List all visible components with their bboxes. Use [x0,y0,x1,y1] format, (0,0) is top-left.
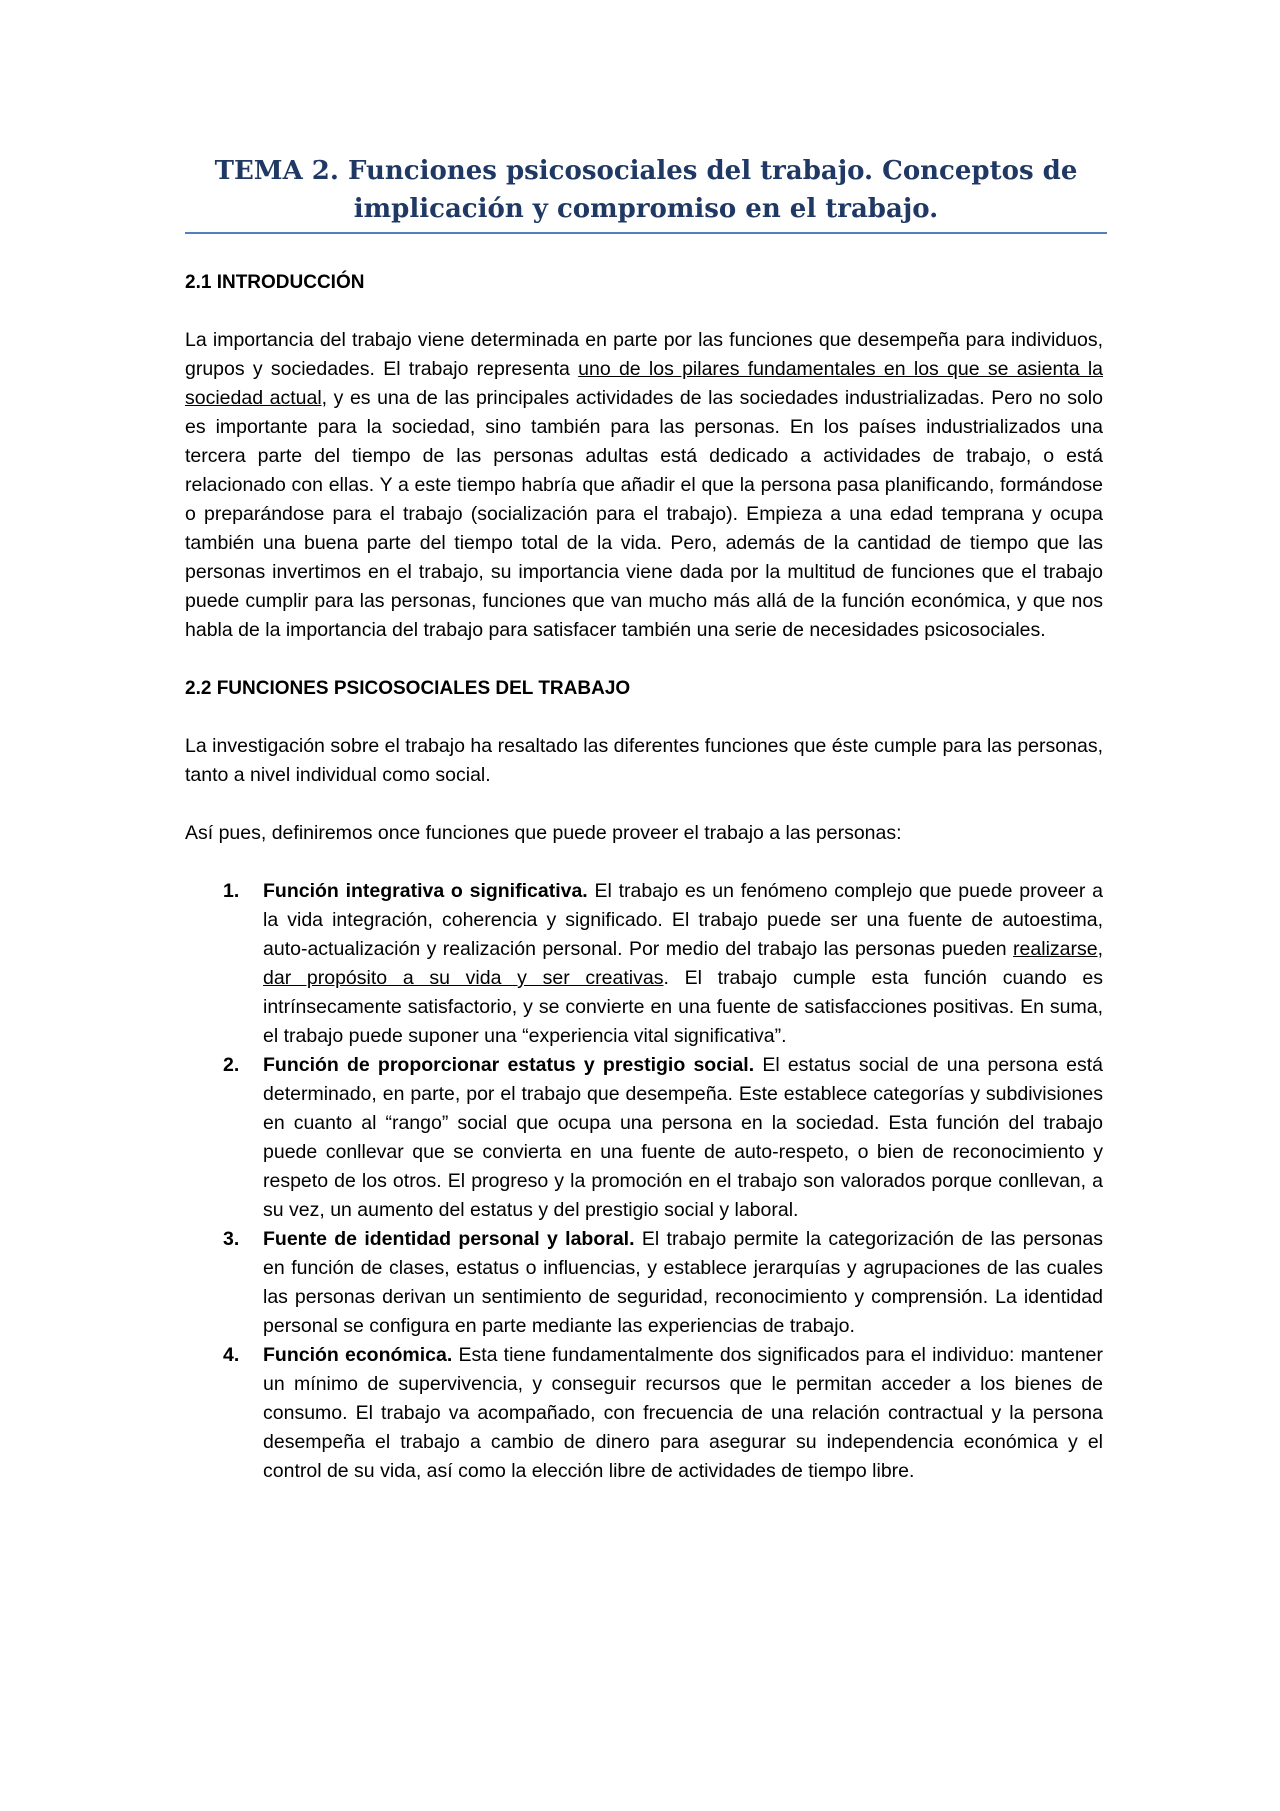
funciones-paragraph-1: La investigación sobre el trabajo ha resaltado las diferentes funciones que éste cumple para las personas, tanto a nivel individual como social. [185,735,1103,786]
section-heading-funciones: 2.2 FUNCIONES PSICOSOCIALES DEL TRABAJO [185,678,631,699]
list-item-lead: Función económica. [263,1344,453,1366]
intro-underlined-text: uno de los pilares fundamentales en los que se asienta la sociedad actual, [185,358,1104,409]
title-line-2: implicación y compromiso en el trabajo. [353,194,939,224]
list-item-underlined-text: realizarse, dar propósito a su vida y ser creativas [263,938,1103,989]
list-item [223,1225,1103,1341]
intro-paragraph [185,326,1103,645]
list-item-text: El estatus social de una persona está determinado, en parte, por el trabajo que desempeña. Este establece categorías y subdivisiones en cuanto al “rango” social que ocupa una persona en la sociedad. Esta función del trabajo puede conllevar que se convierta en una fuente de auto-respeto, o bien de reconocimiento y respeto de los otros. El progreso y la promoción en el trabajo son valorados porque conllevan, a su vez, un aumento del estatus y del prestigio social y laboral. [263,1054,1103,1221]
list-item-lead: Función integrativa o significativa. [263,880,588,902]
funciones-paragraph-2: Así pues, definiremos once funciones que puede proveer el trabajo a las personas: [185,822,902,844]
list-item-text: Esta tiene fundamentalmente dos significados para el individuo: mantener un mínimo de supervivencia, y conseguir recursos que le permitan acceder a los bienes de consumo. El trabajo va acompañado, con frecuencia de una relación contractual y la persona desempeña el trabajo a cambio de dinero para asegurar su independencia económica y el control de su vida, así como la elección libre de actividades de tiempo libre. [263,1344,1104,1482]
title-underline-rule [185,232,1107,234]
document-body [185,268,1103,1486]
title-line-1: TEMA 2. Funciones psicosociales del trabajo. Conceptos de [214,156,1078,186]
list-item-text-b: . El trabajo cumple esta función cuando es intrínsecamente satisfactorio, y se convierte en una fuente de satisfacciones positivas. En suma, el trabajo puede suponer una “experiencia vital significativa”. [263,967,1103,1047]
list-item-lead: Función de proporcionar estatus y prestigio social. [263,1054,755,1076]
list-item-number: 4. [223,1344,240,1366]
section-heading-introduccion: 2.1 INTRODUCCIÓN [185,272,365,293]
list-item [223,1051,1103,1225]
list-item-number: 1. [223,880,240,902]
intro-text-b: y es una de las principales actividades de las sociedades industrializadas. Pero no solo es importante para la sociedad, sino también para las personas. En los países industrializados una tercera parte del tiempo de las personas adultas está dedicado a actividades de trabajo, o está relacionado con ellas. Y a este tiempo habría que añadir el que la persona pasa planificando, formándose o preparándose para el trabajo (socialización para el trabajo). Empieza a una edad temprana y ocupa también una buena parte del tiempo total de la vida. Pero, además de la cantidad de tiempo que las personas invertimos en el trabajo, su importancia viene dada por la multitud de funciones que el trabajo puede cumplir para las personas, funciones que van mucho más allá de la función económica, y que nos habla de la importancia del trabajo para satisfacer también una serie de necesidades psicosociales. [185,387,1103,641]
list-item-number: 3. [223,1228,240,1250]
functions-list [185,877,1103,1486]
list-item-lead: Fuente de identidad personal y laboral. [263,1228,635,1250]
document-title [185,152,1107,228]
list-item [223,877,1103,1051]
intro-text-a: La importancia del trabajo viene determinada en parte por las funciones que desempeña para individuos, grupos y sociedades. El trabajo representa [185,329,1103,380]
list-item-text: El trabajo permite la categorización de las personas en función de clases, estatus o influencias, y establece jerarquías y agrupaciones de las cuales las personas derivan un sentimiento de seguridad, reconocimiento y comprensión. La identidad personal se configura en parte mediante las experiencias de trabajo. [263,1228,1103,1337]
list-item [223,1341,1104,1486]
list-item-number: 2. [223,1054,240,1076]
list-item-text-a: El trabajo es un fenómeno complejo que puede proveer a la vida integración, coherencia y significado. El trabajo puede ser una fuente de autoestima, auto-actualización y realización personal. Por medio del trabajo las personas pueden [263,880,1103,960]
